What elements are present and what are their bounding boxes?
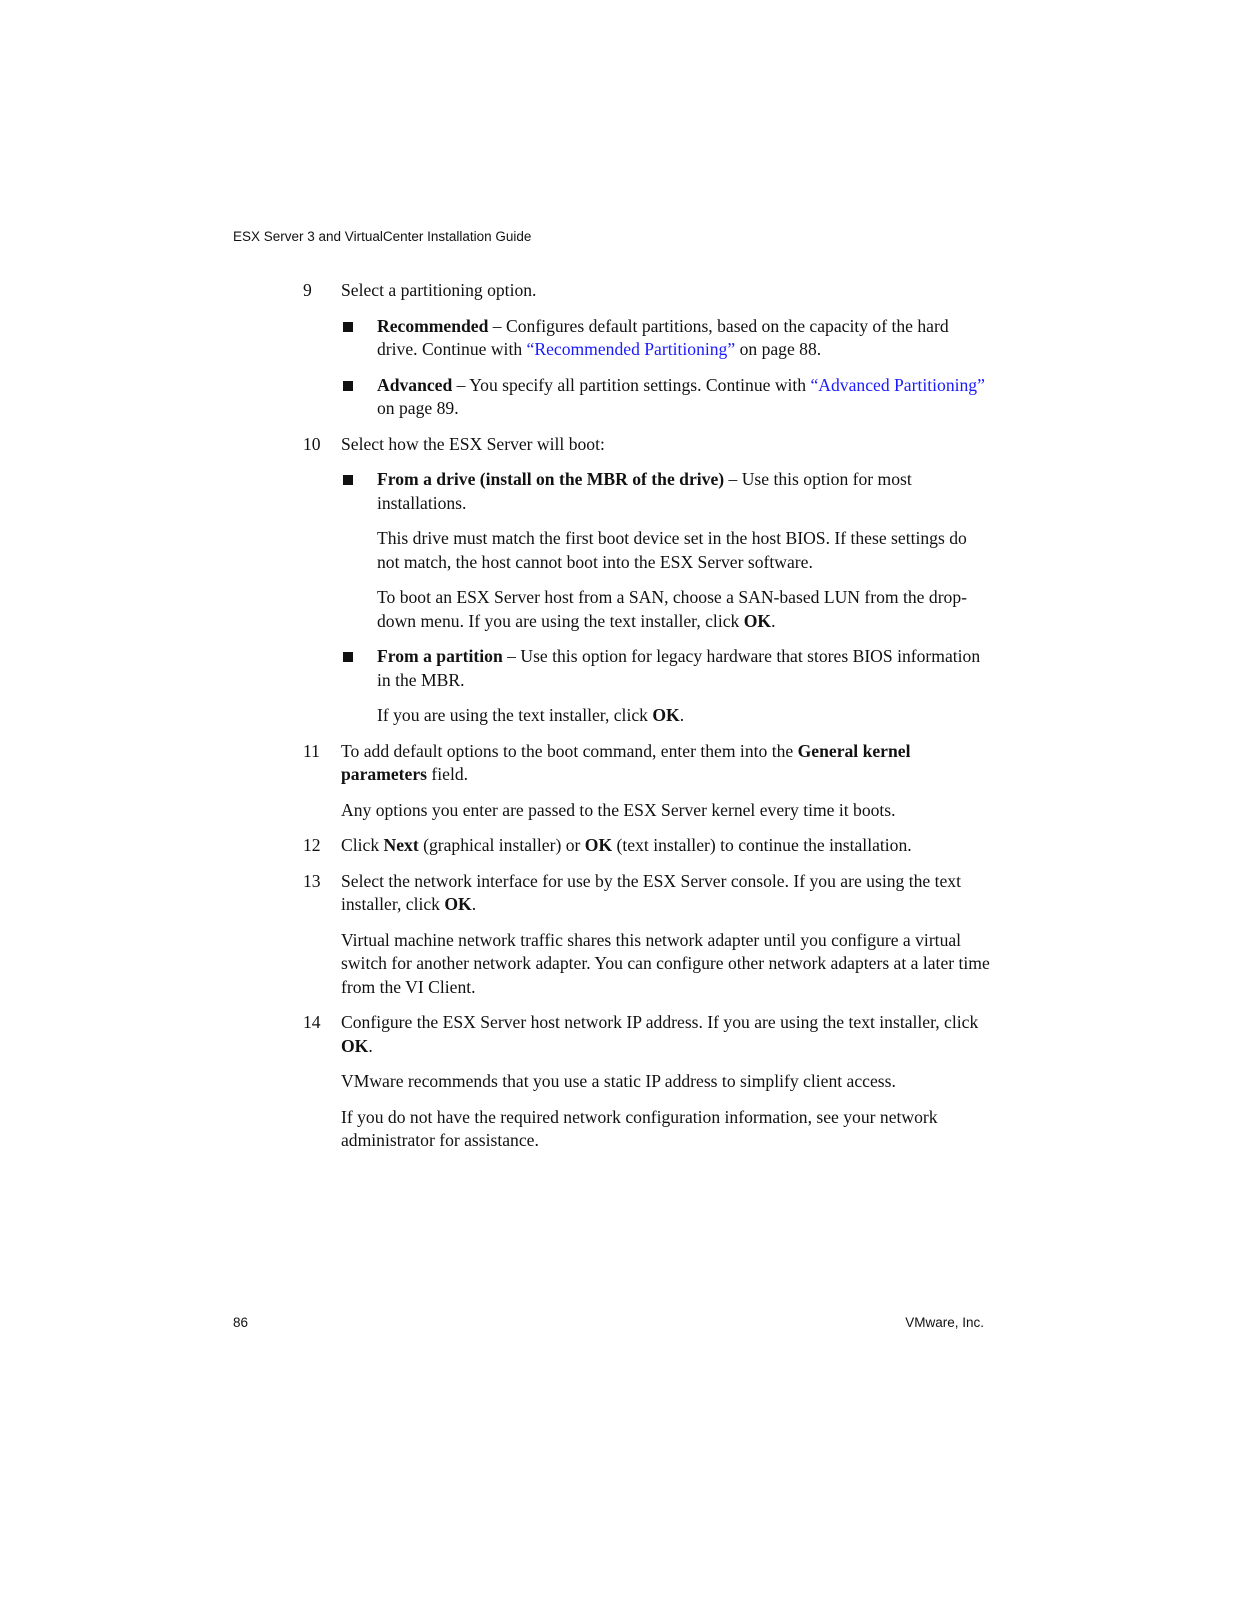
- footer-company: VMware, Inc.: [905, 1315, 984, 1330]
- step-note: VMware recommends that you use a static IP address to simplify client access.: [341, 1071, 896, 1091]
- step-text-part: Click: [341, 835, 384, 855]
- step-text-part: Configure the ESX Server host network IP address. If you are using the text installer, click: [341, 1012, 979, 1032]
- square-bullet-icon: [343, 381, 353, 391]
- ok-label: OK: [341, 1035, 369, 1056]
- step-text-part: (graphical installer) or: [418, 835, 585, 855]
- option-note: [377, 704, 993, 728]
- step-text: [341, 1011, 993, 1058]
- step-text-part: To add default options to the boot command, enter them into the: [341, 740, 798, 761]
- field-name: General kernel parameters: [341, 740, 911, 784]
- advanced-partitioning-link[interactable]: “Advanced Partitioning”: [810, 374, 985, 395]
- option-text: [377, 468, 993, 515]
- step-text: Select a partitioning option.: [341, 280, 537, 300]
- note-text: To boot an ESX Server host from a SAN, choose a SAN-based LUN from the drop-down menu. If you are using the text installer, click: [377, 587, 968, 631]
- option-description: – You specify all partition settings. Continue with: [452, 374, 811, 395]
- option-note: This drive must match the first boot device set in the host BIOS. If these settings do not match, the host cannot boot into the ESX Server software.: [377, 528, 967, 572]
- step-note: Any options you enter are passed to the ESX Server kernel every time it boots.: [341, 799, 896, 820]
- step-10: [303, 433, 993, 728]
- option-label: From a partition: [377, 646, 503, 666]
- step-text-end: field.: [426, 764, 469, 784]
- step-11: [303, 740, 993, 823]
- recommended-partitioning-link[interactable]: “Recommended Partitioning”: [526, 339, 736, 359]
- page-reference: on page 89.: [377, 398, 459, 418]
- ok-label: OK: [444, 894, 472, 914]
- step-number: 10: [303, 433, 321, 454]
- option-text: [377, 645, 993, 692]
- option-advanced: [341, 374, 993, 421]
- boot-option-list: [341, 468, 993, 728]
- next-label: Next: [383, 835, 419, 855]
- option-text: [377, 315, 993, 362]
- option-description: – Use this option for legacy hardware that stores BIOS information in the MBR.: [377, 646, 981, 690]
- running-header: ESX Server 3 and VirtualCenter Installation Guide: [233, 229, 532, 244]
- step-note: Virtual machine network traffic shares this network adapter until you configure a virtual switch for another network adapter. You can configure other network adapters at a later time from the VI Client.: [341, 929, 990, 997]
- step-14: [303, 1011, 993, 1153]
- step-13: [303, 870, 993, 1000]
- option-label: Advanced: [377, 374, 453, 395]
- option-description: – Use this option for most installations.: [377, 469, 912, 513]
- note-text: If you are using the text installer, click: [377, 705, 653, 725]
- ok-label: OK: [652, 705, 680, 725]
- option-text: [377, 374, 993, 421]
- option-note: [377, 586, 993, 633]
- option-from-partition: [341, 645, 993, 728]
- step-9: [303, 279, 993, 421]
- page-number: 86: [233, 1315, 249, 1330]
- step-text-part: (text installer) to continue the installation.: [612, 835, 912, 855]
- page-body: [303, 279, 993, 1165]
- option-label: From a drive (install on the MBR of the drive): [377, 469, 725, 489]
- step-text-part: Select the network interface for use by the ESX Server console. If you are using the text installer, click: [341, 870, 961, 914]
- step-12: [303, 834, 993, 858]
- note-end: .: [771, 610, 776, 631]
- step-text: [341, 834, 993, 858]
- step-number: 12: [303, 835, 321, 855]
- step-text: Select how the ESX Server will boot:: [341, 433, 605, 454]
- page-reference: on page 88.: [735, 339, 822, 359]
- step-note: If you do not have the required network configuration information, see your network administrator for assistance.: [341, 1106, 938, 1150]
- option-description: – Configures default partitions, based on the capacity of the hard drive. Continue with: [377, 315, 949, 359]
- step-text-end: .: [368, 1035, 373, 1056]
- step-number: 9: [303, 280, 312, 300]
- step-text: [341, 870, 993, 917]
- square-bullet-icon: [343, 652, 353, 662]
- option-list: [341, 315, 993, 421]
- option-from-drive: [341, 468, 993, 633]
- step-text-end: .: [471, 894, 477, 914]
- step-number: 13: [303, 870, 321, 891]
- square-bullet-icon: [343, 475, 353, 485]
- step-text: [341, 740, 993, 787]
- ok-label: OK: [584, 835, 613, 855]
- note-end: .: [679, 705, 685, 725]
- step-number: 14: [303, 1012, 321, 1032]
- option-recommended: [341, 315, 993, 362]
- option-label: Recommended: [377, 315, 489, 336]
- step-number: 11: [303, 740, 320, 761]
- square-bullet-icon: [343, 322, 353, 332]
- ok-label: OK: [743, 610, 772, 631]
